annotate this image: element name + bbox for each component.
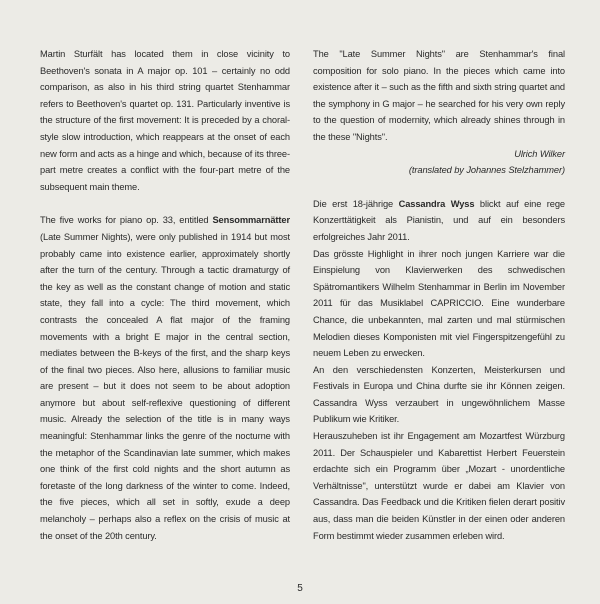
paragraph-gap bbox=[313, 179, 565, 196]
bio-intro: Die erst 18-jährige bbox=[313, 198, 399, 209]
author-signature: Ulrich Wilker bbox=[514, 148, 565, 159]
translator-credit: (translated by Johannes Stelzhammer) bbox=[408, 165, 565, 176]
para2-rest: (Late Summer Nights), were only published in 1914 but most probably came into existence earlier, approximately shortly after the turn of the century. Through a tactic dramaturgy of the key as well as the constant change of motion and static state, they fall into a cycle: The third movement, which contrasts the concealed A flat major of the framing movements with a bright E major in the central section, mediates between the B-keys of the first, and the sharp keys of the final two pieces. Also here, allusions to familiar music are present – but it does not seem to be about adoption anymore but about self-reflexive questioning of different music. Already the selection of the title is in many ways meaningful: Stenhammar links the genre of the nocturne with the metaphor of the Scandinavian late summer, which makes one think of the first cold nights and the short autumn as foretaste of the long darkness of the winter to come. Indeed, the five pieces, which all set in softly, exude a deep melancholy – perhaps also a reflex on the crisis of music at the onset of the 20th century. bbox=[40, 231, 290, 541]
para2-intro: The five works for piano op. 33, entitled bbox=[40, 215, 213, 226]
left-paragraph-1: Martin Sturfält has located them in close vicinity to Beethoven's sonata in A major op. 101 – certainly no odd comparison, as also in his third string quartet Stenhammar refers to Beethoven's quartet op. 131. Particularly inventive is the structure of the first movement: It is preceded by a choral-style slow introduction, which reappears at the onset of each new form and acts as a hinge and which, because of its three-part metre creates a conflict with the four-part metre of the subsequent main theme. bbox=[40, 49, 290, 192]
left-column bbox=[40, 46, 290, 544]
pianist-name: Cassandra Wyss bbox=[398, 198, 475, 209]
bio-paragraph-3: An den verschiedensten Konzerten, Meisterkursen und Festivals in Europa und China durfte sie ihr Können zeigen. Cassandra Wyss verzaubert in ungewöhnlichem Masse Publikum wie Kritiker. bbox=[313, 364, 565, 425]
work-title: Sensommarnätter bbox=[212, 215, 290, 226]
bio-paragraph-2: Das grösste Highlight in ihrer noch jungen Karriere war die Einspielung von Klavierwerken des schwedischen Spätromantikers Wilhelm Stenhammar in Berlin im November 2011 für das Musiklabel CAPRICCIO. Eine wunderbare Chance, die unbekannten, mal zarten und mal stürmischen Melodien dieses Komponisten mit viel Fingerspitzengefühl zu neuem Leben zu erwecken. bbox=[313, 248, 565, 359]
bio-paragraph-1 bbox=[313, 196, 565, 246]
right-paragraph-1: The "Late Summer Nights" are Stenhammar's final composition for solo piano. In the pieces which came into existence after it – such as the fifth and sixth string quartet and the symphony in G major – he searched for his very own reply to the question of modernity, which already shines through in the these "Nights". bbox=[313, 49, 565, 142]
right-column bbox=[313, 46, 565, 544]
paragraph-gap bbox=[40, 195, 290, 212]
bio-line1-rest: blickt auf eine rege Konzerttätigkeit als Pianistin, und auf ein besonders erfolgreiches Jahr 2011. bbox=[313, 198, 565, 242]
left-paragraph-2 bbox=[40, 212, 290, 544]
page-number: 5 bbox=[297, 583, 303, 594]
bio-paragraph-4: Herauszuheben ist ihr Engagement am Mozartfest Würzburg 2011. Der Schauspieler und Kabarettist Herbert Feuerstein erdachte sich ein Programm über „Mozart - unordentliche Verhältnisse", unterstützt wurde er dabei am Klavier von Cassandra. Das Feedback und die Kritiken fielen derart positiv aus, dass man die beiden Künstler in der einen oder anderen Form bestimmt wieder zusammen erleben wird. bbox=[313, 431, 565, 541]
